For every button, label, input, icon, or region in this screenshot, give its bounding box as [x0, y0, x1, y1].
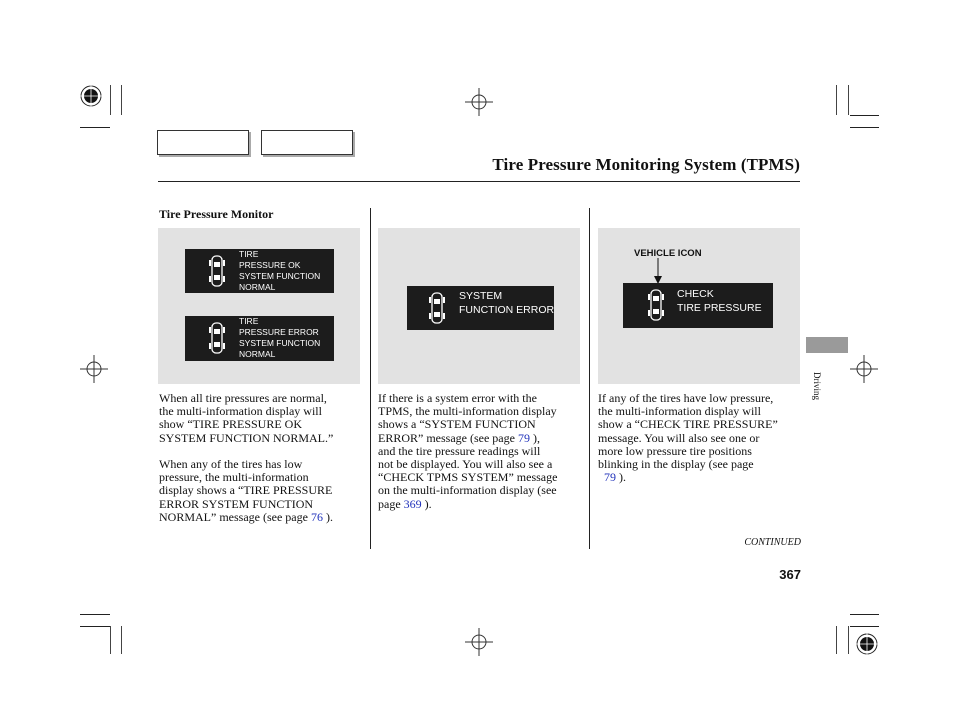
col2-paragraph	[378, 392, 583, 511]
display-line: FUNCTION ERROR	[459, 304, 555, 316]
text-line: show a “CHECK TIRE PRESSURE”	[598, 417, 778, 432]
display-line: NORMAL	[239, 282, 276, 292]
text-line: not be displayed. You will also see a	[378, 457, 553, 472]
text-line: shows a “SYSTEM FUNCTION	[378, 417, 536, 432]
page-number: 367	[779, 567, 801, 582]
text-line: the multi-information display will	[598, 404, 761, 419]
text-line: ERROR SYSTEM FUNCTION	[159, 496, 314, 511]
text-line: TPMS, the multi-information display	[378, 404, 557, 419]
page-link-76[interactable]: 76	[310, 509, 323, 524]
text-line: “CHECK TPMS SYSTEM” message	[378, 470, 558, 485]
text-line: NORMAL” message (see page 76 ).	[159, 509, 333, 524]
page-link-369[interactable]: 369	[403, 496, 422, 511]
text-line: If there is a system error with the	[378, 391, 537, 405]
text-line: SYSTEM FUNCTION NORMAL.”	[159, 430, 334, 445]
text-line: ERROR” message (see page 79 ),	[378, 430, 540, 445]
illustration-panel-2	[378, 228, 580, 384]
chapter-side-label: Driving	[812, 372, 822, 400]
col3-paragraph	[598, 392, 803, 484]
text-line: on the multi-information display (see	[378, 483, 557, 498]
registration-target-icon	[855, 632, 879, 656]
display-line: PRESSURE ERROR	[239, 327, 319, 337]
display-tire-pressure-ok	[185, 249, 334, 293]
display-line: TIRE	[239, 316, 259, 326]
text-line: When all tire pressures are normal,	[159, 391, 327, 405]
display-line: TIRE	[239, 249, 259, 259]
display-line: PRESSURE OK	[239, 260, 301, 270]
registration-target-icon	[79, 84, 103, 108]
header-rule	[158, 181, 800, 182]
display-line: TIRE PRESSURE	[677, 302, 762, 314]
crosshair-icon	[80, 355, 108, 383]
text-line: show “TIRE PRESSURE OK	[159, 417, 303, 432]
vehicle-icon	[209, 254, 225, 288]
column-divider	[370, 208, 371, 549]
vehicle-icon	[648, 288, 664, 322]
text-line: When any of the tires has low	[159, 457, 303, 471]
display-tire-pressure-error	[185, 316, 334, 361]
callout-arrow-icon	[654, 258, 662, 284]
page-link-79[interactable]: 79	[604, 470, 616, 485]
text-line: If any of the tires have low pressure,	[598, 391, 774, 405]
illustration-panel-1	[158, 228, 360, 384]
page-title: Tire Pressure Monitoring System (TPMS)	[492, 155, 800, 174]
display-line: SYSTEM FUNCTION	[239, 338, 321, 348]
chapter-side-tab[interactable]	[806, 337, 848, 353]
display-line: SYSTEM	[459, 290, 503, 302]
text-line: display shows a “TIRE PRESSURE	[159, 483, 333, 498]
vehicle-icon	[209, 321, 225, 355]
crosshair-icon	[465, 628, 493, 656]
text-line: the multi-information display will	[159, 404, 322, 419]
display-check-tire-pressure	[623, 283, 773, 328]
column-divider	[589, 208, 590, 549]
section-heading: Tire Pressure Monitor	[159, 207, 274, 221]
display-line: SYSTEM FUNCTION	[239, 271, 321, 281]
vehicle-icon	[429, 291, 445, 325]
col1-paragraph-2	[159, 458, 364, 524]
nav-tab-box-2[interactable]	[261, 130, 353, 155]
crosshair-icon	[850, 355, 878, 383]
text-line: and the tire pressure readings will	[378, 443, 541, 458]
continued-label: CONTINUED	[744, 537, 801, 548]
text-line: page 369 ).	[378, 496, 432, 511]
page-link-79[interactable]: 79	[517, 430, 530, 445]
text-line: more low pressure tire positions	[598, 443, 752, 458]
crosshair-icon	[465, 88, 493, 116]
text-line: blinking in the display (see page	[598, 457, 754, 472]
nav-tab-box-1[interactable]	[157, 130, 249, 155]
text-line: 79 ).	[604, 470, 626, 485]
text-line: pressure, the multi-information	[159, 470, 309, 485]
text-line: message. You will also see one or	[598, 430, 760, 445]
display-line: NORMAL	[239, 349, 276, 359]
col1-paragraph-1	[159, 392, 364, 445]
display-system-function-error	[407, 286, 554, 330]
vehicle-icon-callout: VEHICLE ICON	[634, 248, 702, 259]
display-line: CHECK	[677, 288, 714, 300]
